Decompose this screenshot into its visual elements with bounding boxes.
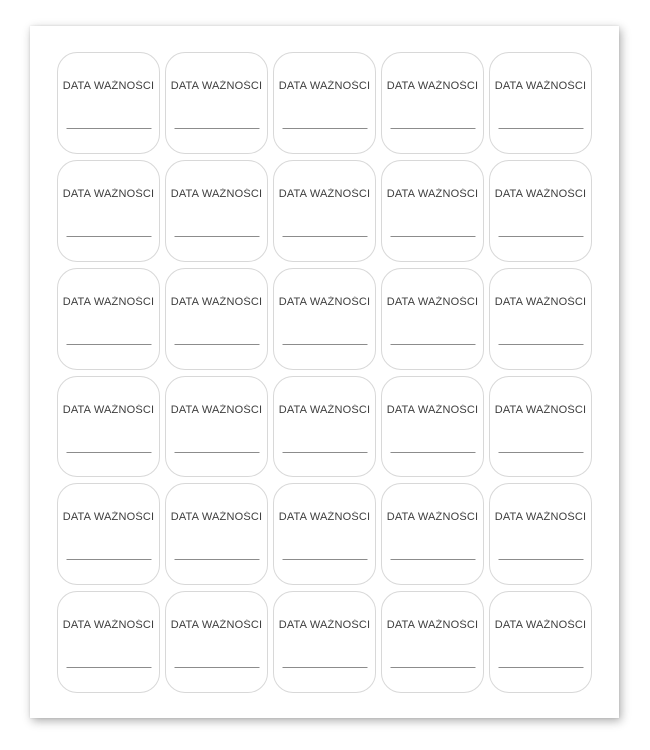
label-sticker [273, 268, 376, 370]
label-sticker [381, 268, 484, 370]
label-title: DATA WAŻNOŚCI [170, 295, 263, 308]
label-sticker [57, 268, 160, 370]
date-fill-line [66, 344, 151, 345]
label-title: DATA WAŻNOŚCI [170, 511, 263, 524]
label-title: DATA WAŻNOŚCI [62, 619, 155, 632]
date-fill-line [282, 236, 367, 237]
label-title: DATA WAŻNOŚCI [278, 187, 371, 200]
label-sticker [381, 52, 484, 154]
label-title: DATA WAŻNOŚCI [494, 511, 587, 524]
date-fill-line [174, 344, 259, 345]
label-sticker [273, 591, 376, 693]
date-fill-line [390, 128, 475, 129]
label-sticker [381, 591, 484, 693]
label-title: DATA WAŻNOŚCI [62, 511, 155, 524]
date-fill-line [390, 344, 475, 345]
label-title: DATA WAŻNOŚCI [494, 295, 587, 308]
date-fill-line [498, 667, 583, 668]
label-title: DATA WAŻNOŚCI [170, 403, 263, 416]
date-fill-line [66, 452, 151, 453]
label-title: DATA WAŻNOŚCI [494, 619, 587, 632]
date-fill-line [174, 128, 259, 129]
label-sticker [57, 52, 160, 154]
date-fill-line [390, 559, 475, 560]
label-sticker [165, 591, 268, 693]
date-fill-line [66, 667, 151, 668]
date-fill-line [282, 667, 367, 668]
date-fill-line [66, 236, 151, 237]
label-title: DATA WAŻNOŚCI [386, 619, 479, 632]
label-title: DATA WAŻNOŚCI [386, 187, 479, 200]
date-fill-line [66, 559, 151, 560]
date-fill-line [390, 667, 475, 668]
label-sticker [57, 376, 160, 478]
label-title: DATA WAŻNOŚCI [494, 187, 587, 200]
label-sticker [381, 160, 484, 262]
date-fill-line [66, 128, 151, 129]
label-title: DATA WAŻNOŚCI [386, 403, 479, 416]
label-sticker [165, 160, 268, 262]
label-title: DATA WAŻNOŚCI [386, 295, 479, 308]
label-sticker [165, 376, 268, 478]
label-sheet [30, 26, 619, 718]
label-sticker [489, 52, 592, 154]
date-fill-line [498, 236, 583, 237]
label-grid [57, 52, 592, 693]
date-fill-line [498, 128, 583, 129]
label-title: DATA WAŻNOŚCI [170, 80, 263, 92]
label-title: DATA WAŻNOŚCI [278, 619, 371, 632]
label-title: DATA WAŻNOŚCI [278, 295, 371, 308]
label-title: DATA WAŻNOŚCI [278, 80, 371, 92]
label-sticker [165, 268, 268, 370]
label-sticker [273, 160, 376, 262]
label-sticker [273, 376, 376, 478]
date-fill-line [282, 452, 367, 453]
label-sticker [57, 591, 160, 693]
label-sticker [57, 160, 160, 262]
label-sticker [489, 160, 592, 262]
label-title: DATA WAŻNOŚCI [278, 403, 371, 416]
date-fill-line [498, 344, 583, 345]
date-fill-line [282, 559, 367, 560]
date-fill-line [174, 559, 259, 560]
label-sticker [381, 376, 484, 478]
label-title: DATA WAŻNOŚCI [62, 80, 155, 92]
label-title: DATA WAŻNOŚCI [62, 187, 155, 200]
date-fill-line [498, 559, 583, 560]
label-title: DATA WAŻNOŚCI [494, 403, 587, 416]
label-title: DATA WAŻNOŚCI [278, 511, 371, 524]
label-title: DATA WAŻNOŚCI [170, 187, 263, 200]
label-sticker [165, 483, 268, 585]
label-sticker [57, 483, 160, 585]
date-fill-line [282, 128, 367, 129]
label-sticker [489, 483, 592, 585]
label-sticker [381, 483, 484, 585]
label-sticker [165, 52, 268, 154]
date-fill-line [174, 236, 259, 237]
date-fill-line [282, 344, 367, 345]
label-sticker [489, 376, 592, 478]
label-sticker [489, 268, 592, 370]
label-sticker [273, 52, 376, 154]
label-sticker [273, 483, 376, 585]
date-fill-line [498, 452, 583, 453]
date-fill-line [390, 236, 475, 237]
label-title: DATA WAŻNOŚCI [170, 619, 263, 632]
date-fill-line [174, 452, 259, 453]
label-title: DATA WAŻNOŚCI [62, 403, 155, 416]
label-sticker [489, 591, 592, 693]
date-fill-line [390, 452, 475, 453]
label-title: DATA WAŻNOŚCI [386, 511, 479, 524]
label-title: DATA WAŻNOŚCI [494, 80, 587, 92]
label-title: DATA WAŻNOŚCI [386, 80, 479, 92]
label-title: DATA WAŻNOŚCI [62, 295, 155, 308]
date-fill-line [174, 667, 259, 668]
